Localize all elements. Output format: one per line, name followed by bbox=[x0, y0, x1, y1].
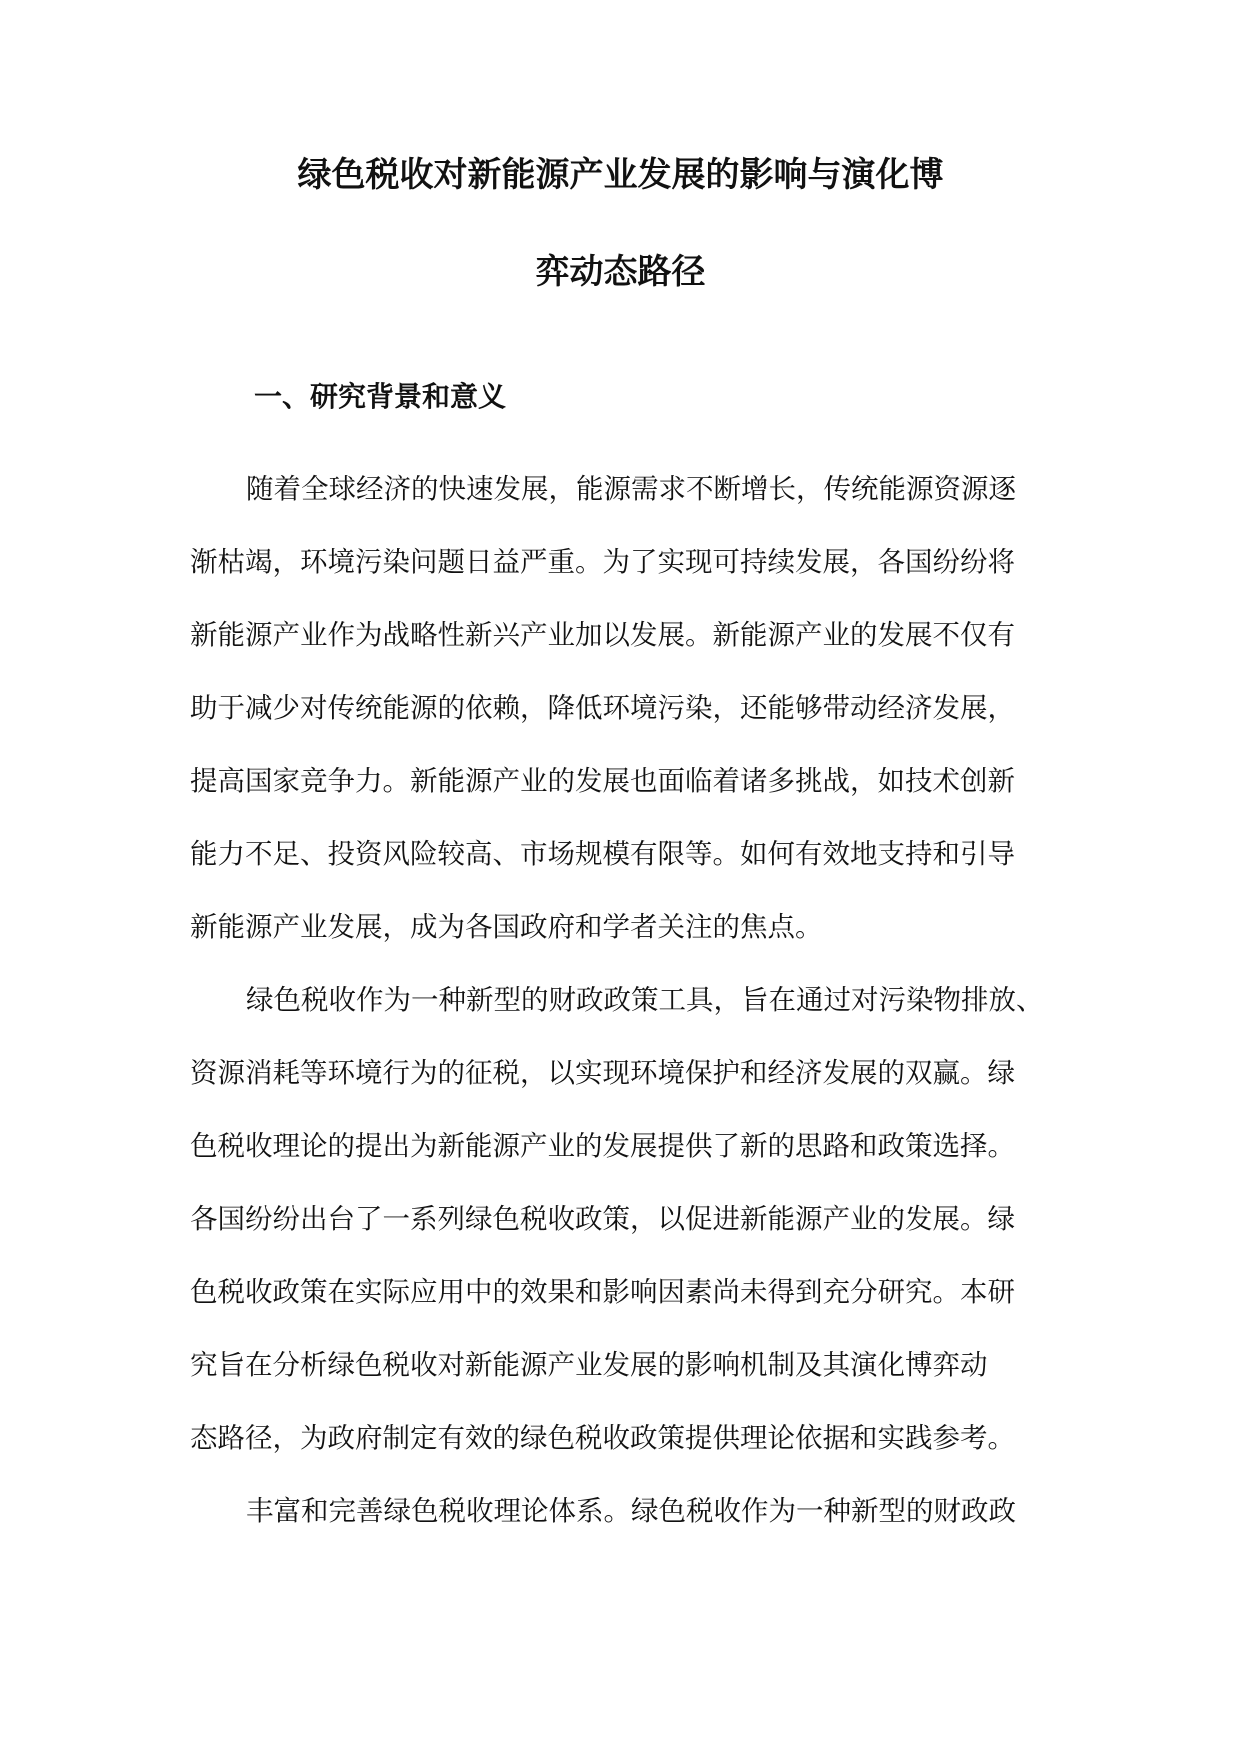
section-heading: 一、研究背景和意义 bbox=[254, 380, 507, 413]
paragraph-line: 态路径，为政府制定有效的绿色税收政策提供理论依据和实践参考。 bbox=[190, 1422, 1015, 1454]
paragraph-line: 色税收理论的提出为新能源产业的发展提供了新的思路和政策选择。 bbox=[190, 1130, 1015, 1162]
paragraph-line: 究旨在分析绿色税收对新能源产业发展的影响机制及其演化博弈动 bbox=[190, 1349, 988, 1381]
paragraph-line: 新能源产业发展，成为各国政府和学者关注的焦点。 bbox=[190, 911, 823, 943]
paragraph-line: 丰富和完善绿色税收理论体系。绿色税收作为一种新型的财政政 bbox=[246, 1495, 1016, 1527]
paragraph-line: 助于减少对传统能源的依赖，降低环境污染，还能够带动经济发展， bbox=[190, 692, 1015, 724]
document-title-line-2: 弈动态路径 bbox=[535, 252, 706, 292]
paragraph-line: 提高国家竞争力。新能源产业的发展也面临着诸多挑战，如技术创新 bbox=[190, 765, 1015, 797]
paragraph-line: 资源消耗等环境行为的征税，以实现环境保护和经济发展的双赢。绿 bbox=[190, 1057, 1015, 1089]
paragraph-line: 随着全球经济的快速发展，能源需求不断增长，传统能源资源逐 bbox=[246, 473, 1016, 505]
paragraph-line: 新能源产业作为战略性新兴产业加以发展。新能源产业的发展不仅有 bbox=[190, 619, 1015, 651]
paragraph-line: 各国纷纷出台了一系列绿色税收政策，以促进新能源产业的发展。绿 bbox=[190, 1203, 1015, 1235]
paragraph-line: 色税收政策在实际应用中的效果和影响因素尚未得到充分研究。本研 bbox=[190, 1276, 1015, 1308]
paragraph-line: 绿色税收作为一种新型的财政政策工具，旨在通过对污染物排放、 bbox=[246, 984, 1044, 1016]
paragraph-line: 能力不足、投资风险较高、市场规模有限等。如何有效地支持和引导 bbox=[190, 838, 1015, 870]
paragraph-line: 渐枯竭，环境污染问题日益严重。为了实现可持续发展，各国纷纷将 bbox=[190, 546, 1015, 578]
document-title-line-1: 绿色税收对新能源产业发展的影响与演化博 bbox=[297, 155, 944, 195]
